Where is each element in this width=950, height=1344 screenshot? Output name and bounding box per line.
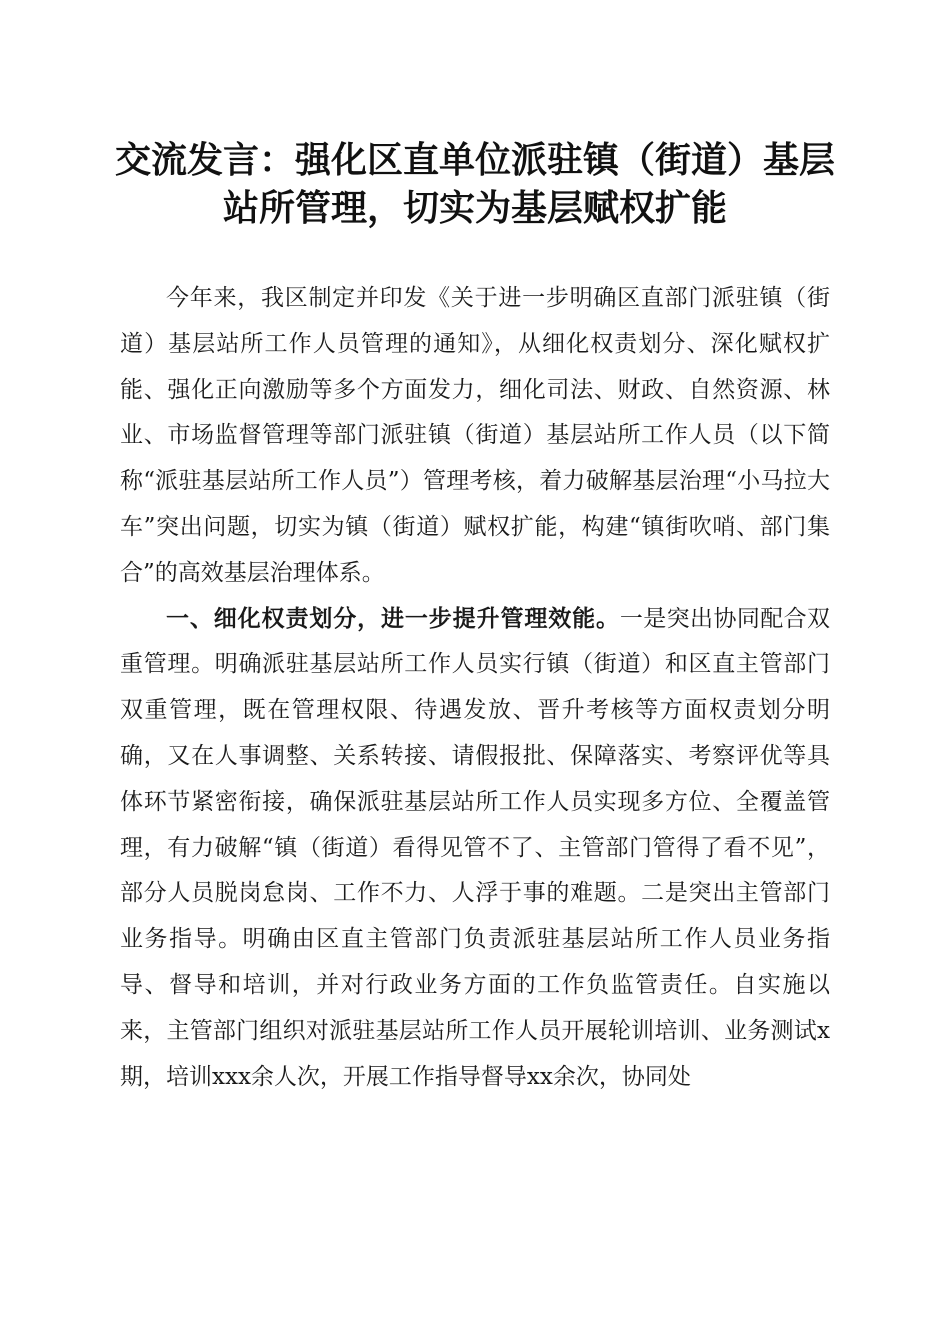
title-line-2: 站所管理，切实为基层赋权扩能: [222, 187, 727, 229]
section-1-heading: 一、细化权责划分，进一步提升管理效能。: [166, 605, 620, 632]
section-1-text: 一是突出协同配合双重管理。明确派驻基层站所工作人员实行镇（街道）和区直主管部门双重管理，既在管理权限、待遇发放、晋升考核等方面权责划分明确，又在人事调整、关系转接、请假报批、保障落实、考察评优等具体环节紧密衔接，确保派驻基层站所工作人员实现多方位、全覆盖管理，有力破解“镇（街道）看得见管不了、主管部门管得了看不见”，部分人员脱岗怠岗、工作不力、人浮于事的难题。二是突出主管部门业务指导。明确由区直主管部门负责派驻基层站所工作人员业务指导、督导和培训，并对行政业务方面的工作负监管责任。自实施以来，主管部门组织对派驻基层站所工作人员开展轮训培训、业务测试x期，培训xxx余人次，开展工作指导督导xx余次，协同处: [120, 605, 831, 1090]
section-1-paragraph: [120, 597, 830, 1101]
title-line-1: 交流发言：强化区直单位派驻镇（街道）基层: [114, 139, 835, 181]
intro-paragraph: 今年来，我区制定并印发《关于进一步明确区直部门派驻镇（街道）基层站所工作人员管理的通知》，从细化权责划分、深化赋权扩能、强化正向激励等多个方面发力，细化司法、财政、自然资源、林业、市场监督管理等部门派驻镇（街道）基层站所工作人员（以下简称“派驻基层站所工作人员”）管理考核，着力破解基层治理“小马拉大车”突出问题，切实为镇（街道）赋权扩能，构建“镇街吹哨、部门集合”的高效基层治理体系。: [120, 285, 830, 586]
document-title: [100, 136, 850, 232]
document-body: [120, 276, 830, 1100]
